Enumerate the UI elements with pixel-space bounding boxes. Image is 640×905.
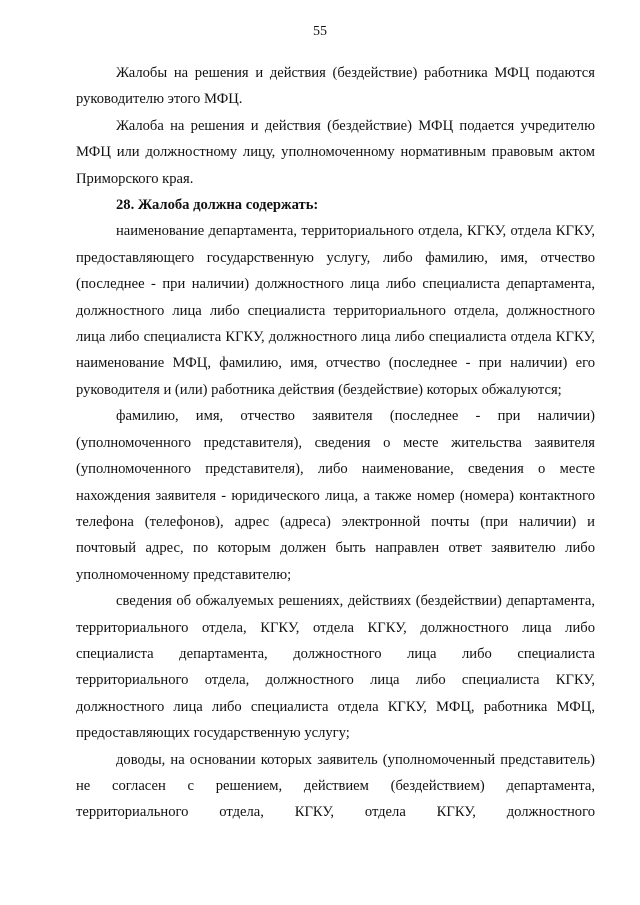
paragraph-complaint-to-mfc-founder: Жалоба на решения и действия (бездействие) МФЦ подается учредителю МФЦ или должностному лицу, уполномоченному нормативным правовым актом Приморского края.	[76, 117, 595, 187]
paragraph-list-item-applicant-details: фамилию, имя, отчество заявителя (последнее - при наличии) (уполномоченного представителя), сведения о месте жительства заявителя (уполномоченного представителя), либо наименование, сведения о месте нахождения заявителя - юридического лица, а также номер (номера) контактного телефона (телефонов), адрес (адреса) электронной почты (при наличии) и почтовый адрес, по которым должен быть направлен ответ заявителю либо уполномоченному представителю;	[76, 408, 595, 583]
paragraph-list-item-arguments: доводы, на основании которых заявитель (уполномоченный представитель) не согласен с решением, действием (бездействием) департамента, территориального отдела, КГКУ, отдела КГКУ, должностного	[76, 751, 595, 821]
section-heading-complaint-contents: 28. Жалоба должна содержать:	[116, 197, 319, 214]
paragraph-list-item-appealed-decisions: сведения об обжалуемых решениях, действиях (бездействии) департамента, территориального отдела, КГКУ, отдела КГКУ, должностного лица либо специалиста департамента, должностного лица либо специалиста территориального отдела, должностного лица либо специалиста КГКУ, должностного лица либо специалиста отдела КГКУ, МФЦ, работника МФЦ, предоставляющих государственную услугу;	[76, 593, 595, 742]
document-body	[76, 60, 595, 826]
paragraph-complaint-to-mfc-head: Жалобы на решения и действия (бездействие) работника МФЦ подаются руководителю этого МФЦ.	[76, 65, 595, 108]
paragraph-list-item-organization-name: наименование департамента, территориального отдела, КГКУ, отдела КГКУ, предоставляющего государственную услугу, либо фамилию, имя, отчество (последнее - при наличии) должностного лица либо специалиста департамента, должностного лица либо специалиста территориального отдела, должностного лица либо специалиста КГКУ, должностного лица либо специалиста отдела КГКУ, наименование МФЦ, фамилию, имя, отчество (последнее - при наличии) его руководителя и (или) работника действия (бездействие) которых обжалуются;	[76, 223, 595, 398]
page-number: 55	[313, 24, 327, 39]
